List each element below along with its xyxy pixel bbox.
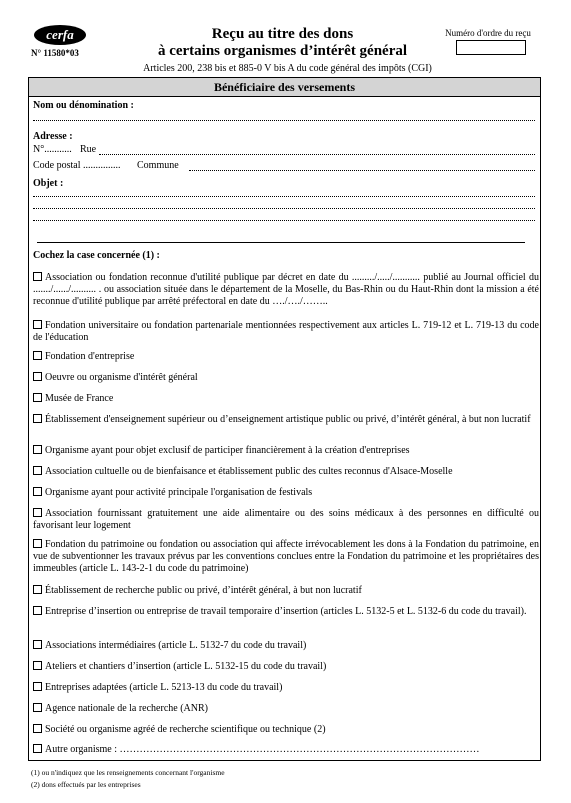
object-field-line-2[interactable] [33, 208, 535, 209]
section-header: Bénéficiaire des versements [29, 78, 540, 97]
form-number: N° 11580*03 [31, 48, 79, 58]
name-label: Nom ou dénomination : [33, 100, 134, 111]
street-label: Rue [80, 144, 97, 155]
beneficiary-section [28, 77, 541, 761]
option-autre-organisme[interactable]: Autre organisme : ……………………………………………………………………………………………… [33, 744, 539, 756]
title-line-2: à certains organismes d’intérêt général [157, 43, 408, 59]
postal-code-label: Code postal ............... [33, 160, 121, 171]
separator-line [37, 242, 525, 243]
option-creation-entreprises[interactable]: Organisme ayant pour objet exclusif de participer financièrement à la création d'entreprises [33, 445, 539, 457]
checkbox[interactable] [33, 724, 42, 733]
checkbox[interactable] [33, 466, 42, 475]
checkbox[interactable] [33, 320, 42, 329]
option-fondation-patrimoine[interactable]: Fondation du patrimoine ou fondation ou association qui affecte irrévocablement les dons à la Fondation du patrimoine, en vue de subventionner les travaux prévus par les conventions conclues entre la Fondation du patrimoine et les propriétaires des immeubles (article L. 143-2-1 du code du patrimoine) [33, 539, 539, 574]
option-associations-intermediaires[interactable]: Associations intermédiaires (article L. 5132-7 du code du travail) [33, 640, 539, 652]
option-etablissement-recherche[interactable]: Établissement de recherche public ou privé, d’intérêt général, à but non lucratif [33, 585, 539, 597]
checkbox[interactable] [33, 445, 42, 454]
cerfa-logo: cerfa [34, 25, 86, 45]
checkbox[interactable] [33, 640, 42, 649]
checkbox[interactable] [33, 585, 42, 594]
checkbox[interactable] [33, 351, 42, 360]
checkbox[interactable] [33, 508, 42, 517]
page-title [120, 26, 445, 60]
checkbox[interactable] [33, 661, 42, 670]
footnote-1: (1) ou n'indiquez que les renseignements concernant l'organisme [31, 768, 225, 777]
option-recherche-agree[interactable]: Société ou organisme agréé de recherche scientifique ou technique (2) [33, 724, 539, 736]
option-fondation-universitaire[interactable]: Fondation universitaire ou fondation partenariale mentionnées respectivement aux articles L. 719-12 et L. 719-13 du code de l'éducation [33, 320, 539, 343]
articles-reference: Articles 200, 238 bis et 885-0 V bis A du code général des impôts (CGI) [143, 63, 432, 74]
object-label: Objet : [33, 178, 64, 189]
checkbox[interactable] [33, 682, 42, 691]
name-field[interactable] [33, 120, 535, 121]
option-entreprises-adaptees[interactable]: Entreprises adaptées (article L. 5213-13 du code du travail) [33, 682, 539, 694]
address-label: Adresse : [33, 131, 73, 142]
object-field-line-3[interactable] [33, 220, 535, 221]
footnote-2: (2) dons effectués par les entreprises [31, 780, 141, 789]
checkbox[interactable] [33, 272, 42, 281]
number-label: N°........... [33, 144, 72, 155]
checkbox[interactable] [33, 414, 42, 423]
checkbox[interactable] [33, 703, 42, 712]
commune-label: Commune [137, 160, 179, 171]
checkbox[interactable] [33, 393, 42, 402]
option-oeuvre-interet-general[interactable]: Oeuvre ou organisme d'intérêt général [33, 372, 539, 384]
option-anr[interactable]: Agence nationale de la recherche (ANR) [33, 703, 539, 715]
title-line-1: Reçu au titre des dons [211, 26, 354, 42]
option-ateliers-chantiers[interactable]: Ateliers et chantiers d’insertion (article L. 5132-15 du code du travail) [33, 661, 539, 673]
option-association-cultuelle[interactable]: Association cultuelle ou de bienfaisance et établissement public des cultes reconnus d'Alsace-Moselle [33, 466, 539, 478]
option-fondation-entreprise[interactable]: Fondation d'entreprise [33, 351, 539, 363]
checkbox[interactable] [33, 744, 42, 753]
checkbox[interactable] [33, 372, 42, 381]
option-aide-alimentaire[interactable]: Association fournissant gratuitement une aide alimentaire ou des soins médicaux à des personnes en difficulté ou favorisant leur logement [33, 508, 539, 531]
option-festivals[interactable]: Organisme ayant pour activité principale l'organisation de festivals [33, 487, 539, 499]
checkbox[interactable] [33, 487, 42, 496]
object-field-line-1[interactable] [33, 196, 535, 197]
option-musee-de-france[interactable]: Musée de France [33, 393, 539, 405]
checkbox[interactable] [33, 539, 42, 548]
receipt-number-field[interactable] [456, 40, 526, 55]
option-entreprise-insertion[interactable]: Entreprise d’insertion ou entreprise de travail temporaire d’insertion (articles L. 5132-5 et L. 5132-6 du code du travail). [33, 606, 539, 618]
commune-field[interactable] [189, 170, 535, 171]
checkbox[interactable] [33, 606, 42, 615]
street-field[interactable] [99, 154, 535, 155]
option-association-rup[interactable]: Association ou fondation reconnue d'utilité publique par décret en date du ........./...../........... publié au Journal officiel du ......./....../.......... . ou association située dans le département de la Moselle, du Bas-Rhin ou du Haut-Rhin dont la mission a été reconnue d'utilité publique par arrêté préfectoral en date du …./…./…….. [33, 272, 539, 307]
receipt-number-label: Numéro d'ordre du reçu [445, 28, 531, 38]
checkbox-instruction: Cochez la case concernée (1) : [33, 250, 160, 261]
option-enseignement-superieur[interactable]: Établissement d'enseignement supérieur ou d’enseignement artistique public ou privé, d’intérêt général, à but non lucratif [33, 414, 539, 426]
